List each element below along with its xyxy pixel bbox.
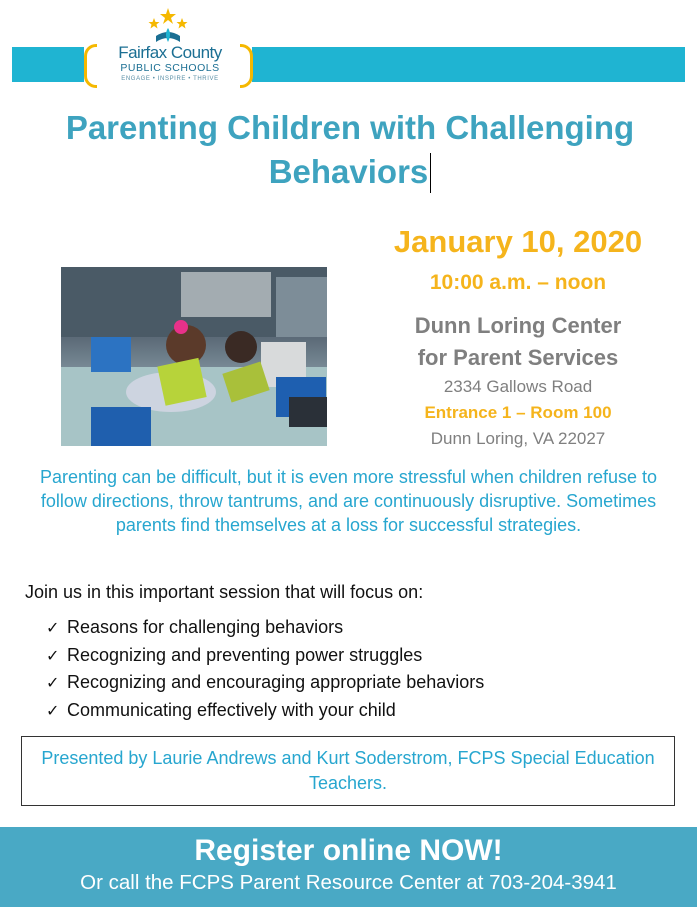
logo-name: Fairfax County: [118, 43, 222, 62]
page-title: [20, 106, 680, 194]
presenter-text: Presented by Laurie Andrews and Kurt Soderstrom, FCPS Special Education Teachers.: [41, 748, 655, 793]
venue-name: [370, 310, 666, 374]
venue-street: 2334 Gallows Road: [443, 377, 593, 396]
venue-line-2: for Parent Services: [417, 345, 619, 370]
checkmark-icon: ✓: [46, 645, 60, 665]
checkmark-icon: ✓: [46, 700, 60, 720]
checkmark-icon: ✓: [46, 673, 60, 692]
list-item-text: Communicating effectively with your child: [67, 699, 396, 720]
footer-banner: [0, 827, 697, 907]
logo-emblem-icon: [146, 6, 190, 46]
list-item-text: Recognizing and preventing power struggles: [67, 644, 423, 665]
register-cta: Register online NOW!: [194, 834, 503, 867]
list-item: [46, 669, 484, 697]
focus-intro: Join us in this important session that will focus on:: [25, 582, 424, 602]
logo-bracket-right: [240, 44, 253, 88]
text-cursor: [430, 153, 431, 193]
event-date: January 10, 2020: [393, 224, 643, 259]
event-info: [370, 222, 666, 452]
logo-subtitle: PUBLIC SCHOOLS: [120, 62, 220, 74]
photo-illustration: [61, 267, 327, 446]
venue-entrance: Entrance 1 – Room 100: [424, 403, 612, 422]
presenter-box: [21, 736, 675, 806]
phone-contact: Or call the FCPS Parent Resource Center at 703-204-3941: [80, 871, 617, 894]
title-line-1: Parenting Children with Challenging: [65, 109, 635, 146]
venue-city: Dunn Loring, VA 22027: [430, 429, 606, 448]
title-line-2: Behaviors: [268, 153, 429, 190]
event-time: 10:00 a.m. – noon: [429, 271, 607, 294]
children-reading-photo: [61, 267, 327, 446]
list-item: [46, 697, 484, 725]
list-item-text: Reasons for challenging behaviors: [67, 617, 344, 637]
logo-bracket-left: [84, 44, 97, 88]
checkmark-icon: ✓: [46, 618, 60, 637]
logo-tagline: ENGAGE • INSPIRE • THRIVE: [121, 76, 219, 82]
event-description: Parenting can be difficult, but it is even more stressful when children refuse to follow directions, throw tantrums, and are continuously disruptive. Sometimes parents find themselves at a loss for successful strategies.: [40, 467, 657, 535]
venue-line-1: Dunn Loring Center: [414, 313, 622, 338]
list-item: [46, 614, 484, 642]
list-item: [46, 642, 484, 670]
list-item-text: Recognizing and encouraging appropriate behaviors: [67, 672, 485, 692]
focus-list: [46, 614, 484, 724]
